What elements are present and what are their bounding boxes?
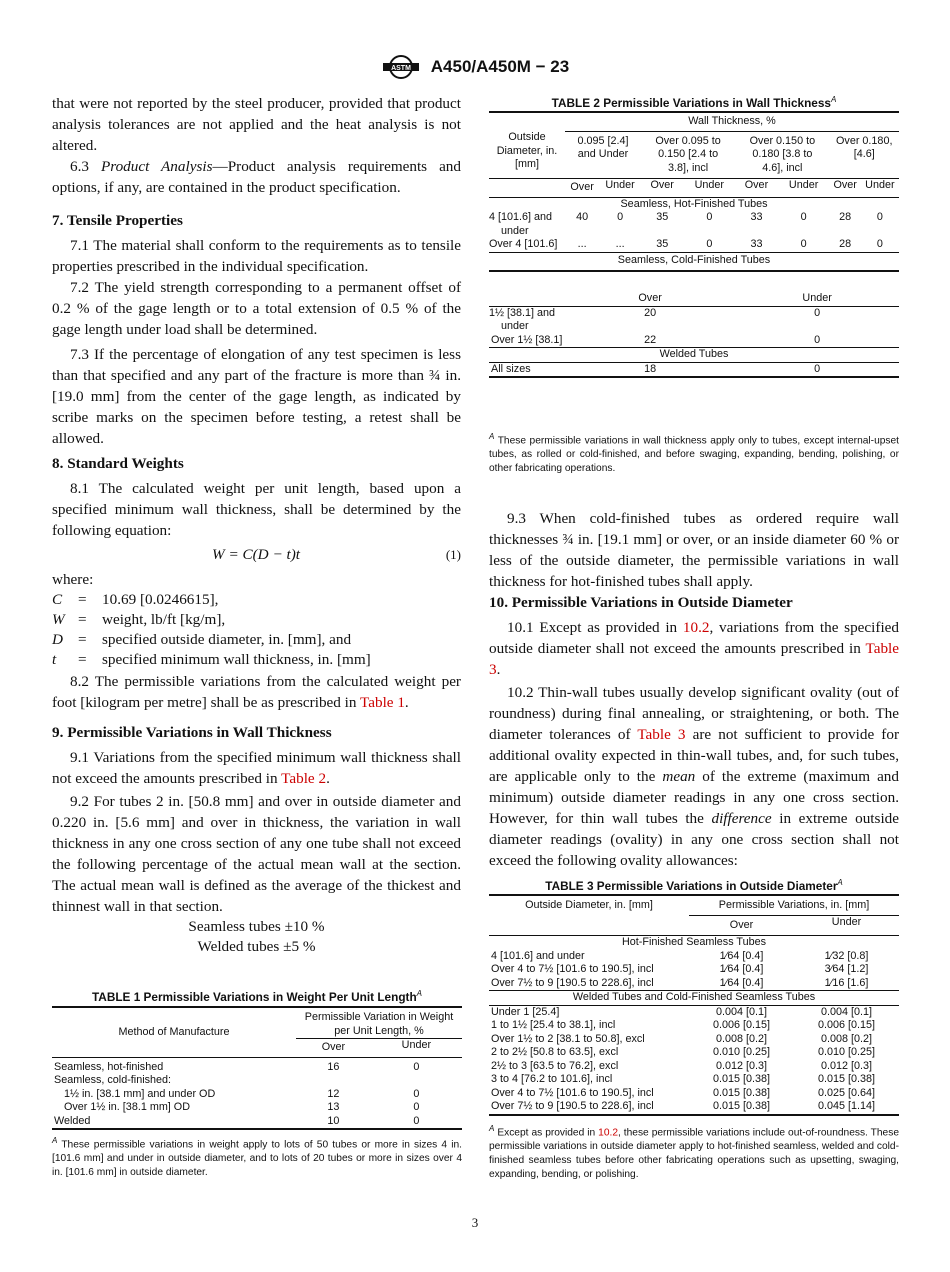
- row-label: Seamless, hot-finished: [54, 1060, 164, 1073]
- variable-definitions: [52, 590, 461, 670]
- row-label: 2½ to 3 [63.5 to 76.2], excl: [491, 1059, 619, 1072]
- cell: 0: [800, 211, 807, 223]
- footnote-text: , these permissible variations include out-of-roundness. These permissible variations in outside diameter apply to hot-finished seamless, welded and cold-finished seamless tubes before other fabricating operations such as upsetting, swaging, expanding, bending, or polishing.: [489, 1127, 899, 1181]
- symbol: C: [52, 591, 63, 608]
- para-text: are not sufficient to provide for additional ovality expected in thin-wall tubes, and, for such tubes, are applicable only to the: [489, 726, 899, 785]
- seamless-tolerance: Seamless tubes ±10 %: [188, 918, 325, 935]
- table-3-link[interactable]: Table 3: [637, 726, 686, 743]
- col-header-group: Wall Thickness, %: [565, 112, 899, 131]
- section-10-2-link[interactable]: 10.2: [598, 1127, 618, 1139]
- definition: specified outside diameter, in. [mm], and: [102, 631, 352, 648]
- cell-over: 16: [327, 1060, 340, 1073]
- footnote-text: Except as provided in: [497, 1127, 599, 1139]
- equals: =: [78, 611, 87, 628]
- col-header-od: Outside Diameter, in. [mm]: [496, 131, 558, 171]
- cell: ...: [577, 238, 587, 250]
- right-column: [489, 508, 899, 871]
- row-label: 1½ [38.1] and under: [489, 306, 556, 332]
- table-1-footnote: [52, 1134, 462, 1180]
- page-header: [0, 55, 950, 79]
- symbol: D: [52, 631, 63, 648]
- definition-row: [52, 650, 461, 670]
- row-label: Seamless, cold-finished:: [54, 1074, 172, 1086]
- paragraph-9-1: [52, 747, 461, 789]
- cell-under: 0: [814, 333, 821, 346]
- definition-row: [52, 630, 461, 650]
- table-row: [489, 950, 899, 964]
- paragraph-continued: that were not reported by the steel producer, provided that product analysis tolerances are not applied and the heat analysis is not altered.: [52, 95, 461, 154]
- cell-over: 18: [644, 362, 657, 375]
- col-over: Over: [641, 179, 683, 198]
- paragraph-10-2: [489, 682, 899, 871]
- para-title: Product Analysis: [100, 158, 213, 175]
- title-text: TABLE 1 Permissible Variations in Weight Per Unit Length: [91, 989, 417, 1004]
- definition: 10.69 [0.0246615],: [102, 591, 219, 608]
- table-row: [489, 1060, 899, 1074]
- row-label: Welded: [54, 1114, 91, 1127]
- range-header: Over 0.180, [4.6]: [836, 134, 893, 160]
- cell-under: 0: [413, 1114, 420, 1127]
- cell-over: 0.004 [0.1]: [715, 1005, 768, 1018]
- cell-over: 13: [327, 1101, 340, 1113]
- equals: =: [78, 591, 87, 608]
- cell: 40: [576, 211, 589, 223]
- equation-1: [52, 542, 461, 568]
- cell-over: 0.015 [0.38]: [712, 1073, 771, 1085]
- svg-text:ASTM: ASTM: [390, 64, 411, 72]
- row-label: Over 7½ to 9 [190.5 to 228.6], incl: [491, 1100, 654, 1112]
- cell-under: 0.010 [0.25]: [817, 1046, 876, 1058]
- equals: =: [78, 631, 87, 648]
- row-label: Over 4 to 7½ [101.6 to 190.5], incl: [491, 963, 654, 975]
- table-2: [489, 111, 899, 378]
- table-1: [52, 1006, 462, 1130]
- col-under: Under: [778, 179, 830, 198]
- table-row: [489, 1005, 899, 1019]
- table-2-footnote: [489, 430, 899, 476]
- table-row: [489, 306, 899, 334]
- table-3-footnote: [489, 1122, 899, 1182]
- row-label: All sizes: [491, 362, 531, 375]
- cell-over: 0.015 [0.38]: [712, 1086, 771, 1099]
- definition-row: [52, 610, 461, 630]
- para-num: 6.3: [70, 158, 101, 175]
- cell-over: 0.015 [0.38]: [712, 1100, 771, 1112]
- cell: ...: [615, 238, 625, 250]
- cell: 0: [876, 238, 883, 250]
- table-row: [489, 1046, 899, 1060]
- cell: 35: [656, 238, 669, 250]
- para-text: 10.2 Thin-wall tubes usually develop significant ovality (out of roundness) during final annealing, or straightening, or both. The diameter tolerances of: [489, 684, 899, 743]
- col-over: Over: [830, 179, 861, 198]
- col-header-od: Outside Diameter, in. [mm]: [489, 895, 689, 936]
- section-10-2-link[interactable]: 10.2: [682, 619, 710, 636]
- table-3: [489, 894, 899, 1116]
- cell-over: 20: [644, 306, 657, 319]
- cell-over: 0.012 [0.3]: [715, 1059, 768, 1072]
- table-2-link[interactable]: Table 2: [281, 770, 327, 787]
- col-under: Under: [802, 292, 832, 304]
- row-label: 3 to 4 [76.2 to 101.6], incl: [491, 1073, 613, 1085]
- para-end: .: [404, 694, 409, 711]
- footnote-mark: A: [52, 1136, 58, 1145]
- section-header: Hot-Finished Seamless Tubes: [621, 936, 767, 948]
- table-row: [52, 1088, 462, 1102]
- footnote-text: These permissible variations in wall thickness apply only to tubes, except internal-upset tubes, as rolled or cold-finished, and before swaging, expanding, bending, polishing, or other fabricating operations.: [489, 435, 899, 475]
- cell-under: [371, 1074, 462, 1088]
- row-label: Under 1 [25.4]: [491, 1005, 560, 1018]
- para-text: —Product analysis requirements and options, if any, are contained in the product specification.: [52, 158, 461, 196]
- cell-under: 0: [413, 1101, 420, 1113]
- cell-under: 0.006 [0.15]: [817, 1019, 876, 1031]
- table-row: [489, 1019, 899, 1033]
- col-over: Over: [729, 918, 754, 931]
- paragraph-10-1: [489, 617, 899, 680]
- col-header-group: Permissible Variation in Weight per Unit Length, %: [296, 1007, 462, 1039]
- footnote-mark: A: [489, 1124, 495, 1133]
- table-row: [52, 1074, 462, 1088]
- cell-over: 10: [327, 1114, 340, 1127]
- table-row: [489, 362, 899, 377]
- cell-under: 1⁄32 [0.8]: [824, 949, 869, 962]
- table-1-title: [52, 989, 462, 1004]
- cell-under: 3⁄64 [1.2]: [824, 963, 869, 975]
- para-text: , variations from the specified outside diameter shall not exceed the amounts prescribed in: [489, 619, 899, 657]
- row-label: Over 4 to 7½ [101.6 to 190.5], incl: [491, 1086, 654, 1099]
- cell-over: 1⁄64 [0.4]: [719, 976, 764, 989]
- equals: =: [78, 651, 87, 668]
- cell: 28: [839, 211, 852, 223]
- cell-over: 0.010 [0.25]: [712, 1046, 771, 1058]
- paragraph-7-2: 7.2 The yield strength corresponding to a permanent offset of 0.2 % of the gage length or to a total extension of 0.5 % of the gage length under load shall be determined.: [52, 279, 461, 338]
- symbol: t: [52, 651, 57, 668]
- table-row: [489, 334, 899, 348]
- para-end: .: [326, 770, 330, 787]
- table-row: [489, 211, 899, 238]
- footnote-mark: A: [837, 878, 843, 887]
- cell: 33: [750, 238, 763, 250]
- heading-8: 8. Standard Weights: [52, 455, 184, 472]
- cell: 0: [617, 211, 624, 223]
- table-1-link[interactable]: Table 1: [360, 694, 405, 711]
- section-header: Seamless, Hot-Finished Tubes: [620, 197, 768, 210]
- row-label: Over 1½ in. [38.1 mm] OD: [64, 1101, 191, 1113]
- range-header: Over 0.095 to 0.150 [2.4 to 3.8], incl: [655, 134, 721, 174]
- paragraph-8-2: [52, 671, 461, 713]
- col-under: Under: [831, 915, 862, 928]
- cell-over: 0.008 [0.2]: [715, 1032, 768, 1045]
- cell-over: 1⁄64 [0.4]: [719, 963, 764, 975]
- row-label: Over 7½ to 9 [190.5 to 228.6], incl: [491, 976, 654, 989]
- cell-under: 0.008 [0.2]: [820, 1032, 873, 1045]
- col-header-method: Method of Manufacture: [52, 1007, 296, 1057]
- para-text: in extreme outside diameter readings (ovality) in any one cross section shall not exceed the following ovality allowances:: [489, 810, 899, 869]
- col-over: Over: [638, 292, 662, 304]
- paragraph-7-3: 7.3 If the percentage of elongation of any test specimen is less than that specified and any part of the fracture is more than ¾ in. [19.0 mm] from the center of the gage length, as indicated by scribe marks on the specimen before testing, a retest shall be allowed.: [52, 346, 461, 447]
- cell-under: 0: [814, 362, 821, 375]
- col-under: Under: [599, 179, 641, 198]
- symbol: W: [52, 611, 65, 628]
- para-text: 9.1 Variations from the specified minimum wall thickness shall not exceed the amounts prescribed in: [52, 749, 461, 787]
- table-3-link[interactable]: Table 3: [489, 640, 899, 678]
- row-label: Over 4 [101.6]: [489, 238, 558, 250]
- cell: 0: [800, 238, 807, 250]
- cell-under: 0: [814, 306, 821, 319]
- cell-under: 1⁄16 [1.6]: [824, 976, 869, 989]
- paragraph-6-3: [52, 156, 461, 198]
- designation: A450/A450M − 23: [430, 57, 570, 76]
- emphasis: mean: [662, 768, 696, 785]
- cell: 33: [750, 211, 763, 223]
- col-header-over: Over: [321, 1041, 346, 1053]
- cell-over: 12: [327, 1087, 340, 1100]
- row-label: Over 1½ to 2 [38.1 to 50.8], excl: [491, 1032, 645, 1045]
- row-label: 1 to 1½ [25.4 to 38.1], incl: [491, 1019, 616, 1031]
- row-label: Over 1½ [38.1]: [491, 333, 563, 346]
- table-row: [52, 1115, 462, 1130]
- where-label: where:: [52, 571, 94, 588]
- table-row: [489, 238, 899, 252]
- table-2-title: [489, 95, 899, 110]
- footnote-text: These permissible variations in weight apply to lots of 50 tubes or more in sizes 4 in. [101.6 mm] and under in outside diameter, and to lots of 20 tubes or more in sizes over 4 in. [101.6 mm] in outside diameter.: [52, 1139, 462, 1179]
- col-over: Over: [565, 179, 599, 198]
- heading-9: 9. Permissible Variations in Wall Thickness: [52, 724, 332, 741]
- section-header: Seamless, Cold-Finished Tubes: [617, 253, 771, 266]
- cell-under: 0.015 [0.38]: [817, 1073, 876, 1085]
- cell-over: 22: [644, 333, 657, 346]
- table-row: [52, 1057, 462, 1074]
- footnote-mark: A: [830, 95, 837, 104]
- table-row: [489, 1073, 899, 1087]
- cell-under: 0: [413, 1087, 420, 1100]
- para-text: 10.1 Except as provided in: [507, 619, 683, 636]
- col-under: Under: [683, 179, 735, 198]
- range-header: Over 0.150 to 0.180 [3.8 to 4.6], incl: [749, 134, 816, 174]
- cell: 28: [839, 238, 852, 250]
- table-row: [489, 1087, 899, 1101]
- table-row: [489, 963, 899, 977]
- cell-over: 1⁄64 [0.4]: [719, 949, 764, 962]
- cell-under: 0.004 [0.1]: [820, 1005, 873, 1018]
- table-row: [52, 1101, 462, 1115]
- cell-over: 0.006 [0.15]: [712, 1019, 771, 1031]
- footnote-mark: A: [416, 989, 423, 998]
- para-text: of the extreme (maximum and minimum) outside diameter readings in any one cross section. However, for thin wall tubes the: [489, 768, 899, 827]
- cell: 0: [876, 211, 883, 223]
- table-row: [489, 1100, 899, 1115]
- row-label: 2 to 2½ [50.8 to 63.5], excl: [491, 1046, 619, 1058]
- paragraph-8-1: 8.1 The calculated weight per unit length, based upon a specified minimum wall thickness, shall be determined by the following equation:: [52, 480, 461, 539]
- heading-7: 7. Tensile Properties: [52, 212, 183, 229]
- paragraph-9-2: 9.2 For tubes 2 in. [50.8 mm] and over in outside diameter and 0.220 in. [5.6 mm] and over in thickness, the variation in wall thickness in any one cross section of any one tube shall not exceed the following percentage of the actual mean wall at the section. The actual mean wall is defined as the average of the thickest and thinnest wall in that section.: [52, 793, 461, 915]
- astm-logo: [381, 55, 421, 79]
- row-label: 4 [101.6] and under: [489, 211, 553, 237]
- cell-under: 0.012 [0.3]: [820, 1059, 873, 1072]
- definition: weight, lb/ft [kg/m],: [102, 611, 226, 628]
- page-number: 3: [471, 1215, 479, 1230]
- row-label: 1½ in. [38.1 mm] and under OD: [64, 1087, 216, 1100]
- cell: 0: [706, 211, 713, 223]
- section-header: Welded Tubes: [659, 348, 729, 360]
- col-under: Under: [861, 179, 899, 198]
- range-header: 0.095 [2.4] and Under: [577, 134, 629, 160]
- cell-under: 0.045 [1.14]: [817, 1100, 876, 1112]
- cell-over: [296, 1074, 371, 1088]
- left-column: [52, 93, 461, 957]
- title-text: TABLE 3 Permissible Variations in Outside Diameter: [545, 878, 838, 893]
- cell-under: 0.025 [0.64]: [817, 1086, 876, 1099]
- footnote-mark: A: [489, 432, 495, 441]
- col-header-group: Permissible Variations, in. [mm]: [689, 895, 899, 915]
- para-text: 8.2 The permissible variations from the calculated weight per foot [kilogram per metre] shall be as prescribed in: [52, 673, 461, 711]
- col-header-under: Under: [401, 1039, 432, 1051]
- title-text: TABLE 2 Permissible Variations in Wall Thickness: [551, 95, 831, 110]
- col-over: Over: [735, 179, 777, 198]
- cell: 0: [706, 238, 713, 250]
- table-row: [489, 1033, 899, 1047]
- paragraph-9-3: 9.3 When cold-finished tubes as ordered require wall thicknesses ¾ in. [19.1 mm] or over, or an inside diameter 60 % or less of the outside diameter, the permissible variations in wall thickness for hot-finished tubes shall apply.: [489, 510, 899, 590]
- definition: specified minimum wall thickness, in. [mm]: [102, 651, 371, 668]
- row-label: 4 [101.6] and under: [491, 949, 585, 962]
- heading-10: 10. Permissible Variations in Outside Diameter: [489, 594, 793, 611]
- table-row: [489, 977, 899, 991]
- welded-tolerance: Welded tubes ±5 %: [197, 938, 316, 955]
- emphasis: difference: [711, 810, 772, 827]
- table-3-title: [489, 878, 899, 893]
- definition-row: [52, 590, 461, 610]
- section-header: Welded Tubes and Cold-Finished Seamless Tubes: [572, 991, 816, 1003]
- cell-under: 0: [413, 1060, 420, 1073]
- equation-number: (1): [445, 547, 461, 562]
- paragraph-7-1: 7.1 The material shall conform to the requirements as to tensile properties prescribed in the individual specification.: [52, 237, 461, 275]
- equation-formula: W = C(D − t)t: [212, 546, 300, 563]
- para-end: .: [496, 661, 501, 678]
- cell: 35: [656, 211, 669, 223]
